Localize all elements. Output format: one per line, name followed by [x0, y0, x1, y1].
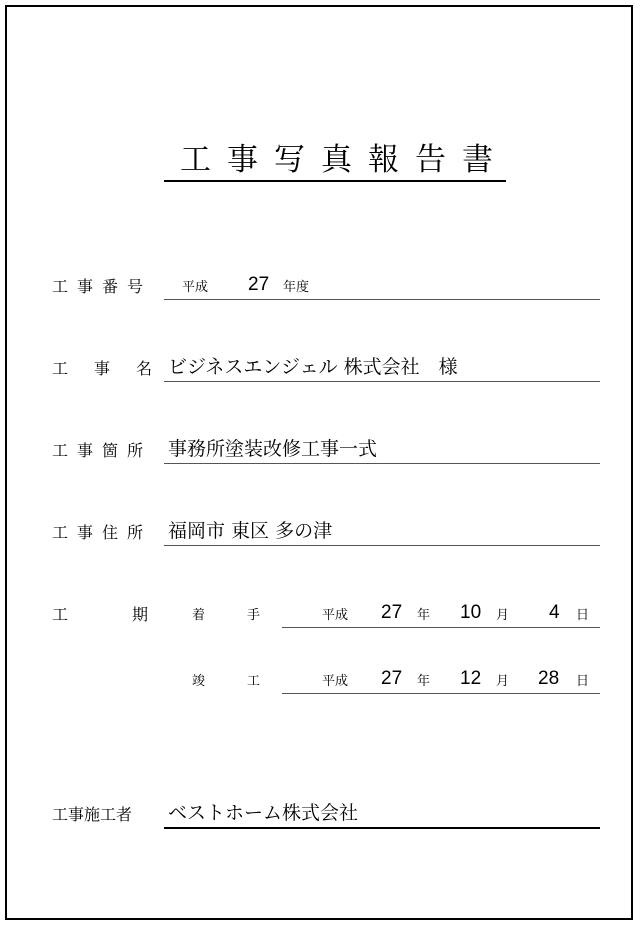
start-rule — [282, 627, 600, 628]
end-day: 28 — [538, 668, 560, 689]
end-month: 12 — [460, 668, 482, 689]
construction-number-rule — [164, 299, 600, 300]
construction-number-label: 工事番号 — [52, 277, 153, 296]
construction-name-value: ビジネスエンジェル 株式会社 様 — [168, 356, 458, 378]
construction-address-label: 工事住所 — [52, 523, 153, 542]
end-month-unit: 月 — [496, 674, 510, 689]
construction-name-label: 工事名 — [52, 359, 179, 378]
start-year-unit: 年 — [417, 608, 431, 623]
start-era: 平成 — [322, 608, 349, 623]
start-month: 10 — [460, 602, 482, 623]
end-year: 27 — [381, 668, 403, 689]
construction-place-rule — [164, 463, 600, 464]
end-year-unit: 年 — [417, 674, 431, 689]
start-day: 4 — [549, 602, 560, 623]
contractor-rule — [164, 827, 600, 829]
end-label: 竣工 — [192, 674, 303, 689]
contractor-value: ベストホーム株式会社 — [168, 802, 359, 824]
construction-place-label: 工事箇所 — [52, 441, 153, 460]
start-month-unit: 月 — [496, 608, 510, 623]
start-label: 着手 — [192, 608, 303, 623]
contractor-label: 工事施工者 — [52, 805, 133, 824]
end-day-unit: 日 — [576, 674, 590, 689]
title-underline — [164, 180, 506, 182]
start-year: 27 — [381, 602, 403, 623]
construction-period-label: 工期 — [52, 605, 213, 624]
construction-number-year: 27 — [248, 274, 270, 295]
end-rule — [282, 693, 600, 694]
start-day-unit: 日 — [576, 608, 590, 623]
construction-place-value: 事務所塗装改修工事一式 — [168, 438, 378, 460]
document-title: 工事写真報告書 — [180, 142, 509, 178]
construction-name-rule — [164, 381, 600, 382]
construction-number-era: 平成 — [182, 280, 209, 295]
end-era: 平成 — [322, 674, 349, 689]
construction-address-value: 福岡市 東区 多の津 — [168, 520, 333, 542]
construction-number-unit: 年度 — [283, 280, 310, 295]
construction-address-rule — [164, 545, 600, 546]
